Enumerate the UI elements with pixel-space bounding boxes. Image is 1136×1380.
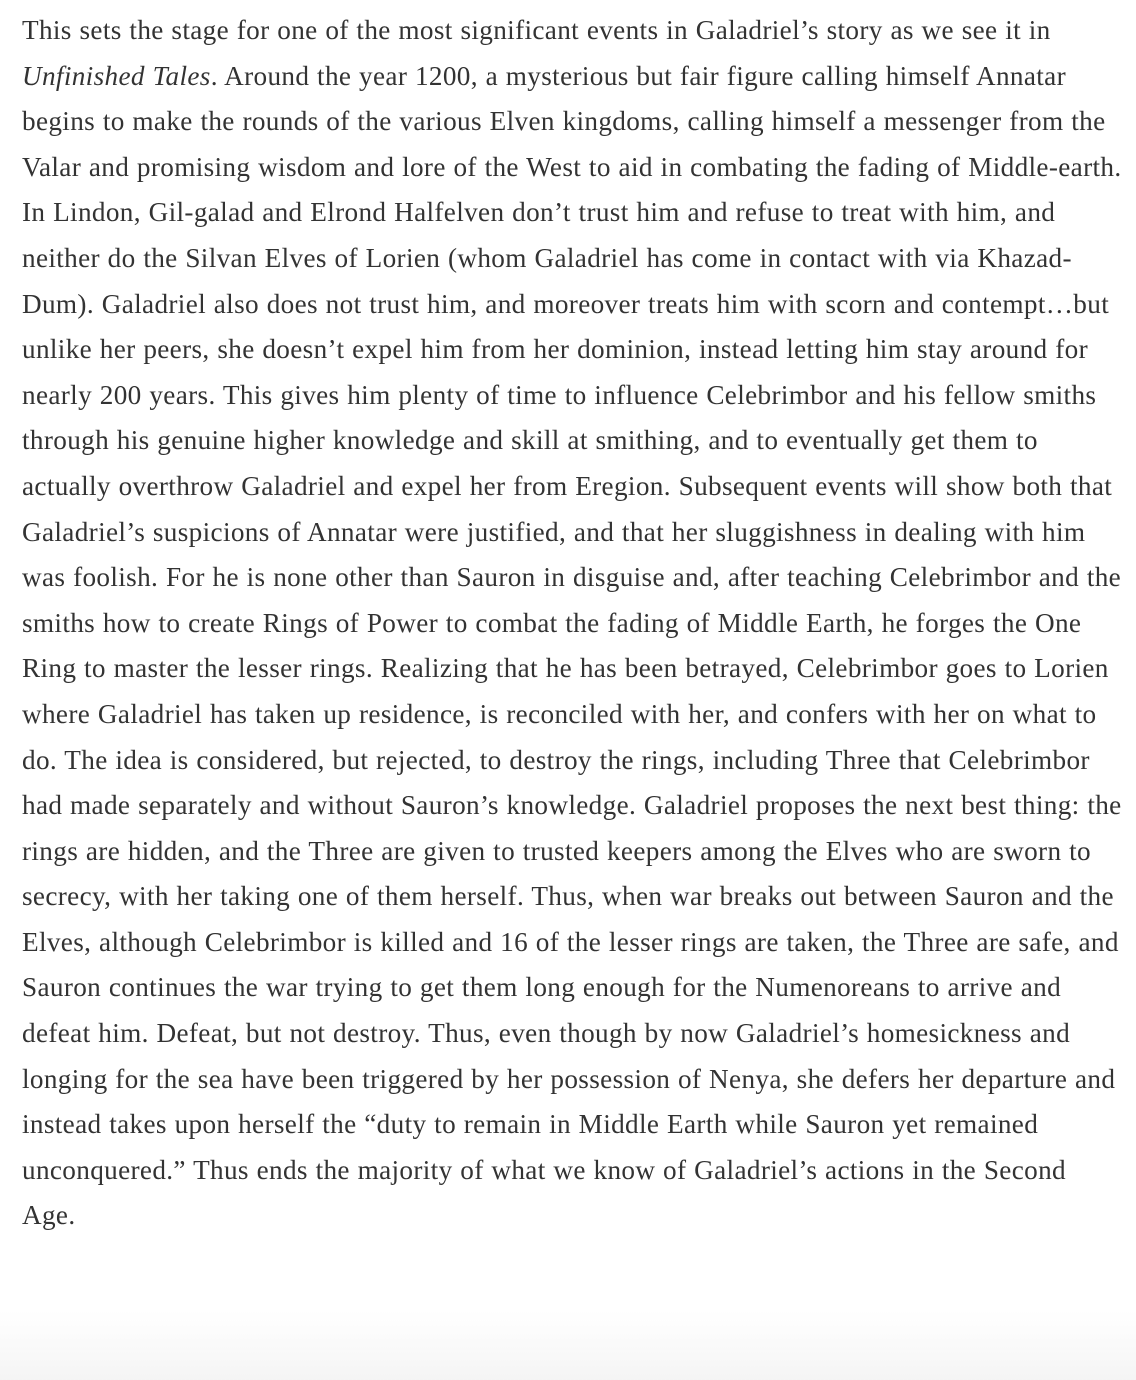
bottom-fade-overlay: [0, 1310, 1136, 1380]
paragraph-text-intro: This sets the stage for one of the most significant events in Galadriel’s story as we see it in: [22, 15, 1051, 45]
paragraph-text-body: . Around the year 1200, a mysterious but fair figure calling himself Annatar begins to make the rounds of the various Elven kingdoms, calling himself a messenger from the Valar and promising wisdom and lore of the West to aid in combating the fading of Middle-earth. In Lindon, Gil-galad and Elrond Halfelven don’t trust him and refuse to treat with him, and neither do the Silvan Elves of Lorien (whom Galadriel has come in contact with via Khazad-Dum). Galadriel also does not trust him, and moreover treats him with scorn and contempt…but unlike her peers, she doesn’t expel him from her dominion, instead letting him stay around for nearly 200 years. This gives him plenty of time to influence Celebrimbor and his fellow smiths through his genuine higher knowledge and skill at smithing, and to eventually get them to actually overthrow Galadriel and expel her from Eregion. Subsequent events will show both that Galadriel’s suspicions of Annatar were justified, and that her sluggishness in dealing with him was foolish. For he is none other than Sauron in disguise and, after teaching Celebrimbor and the smiths how to create Rings of Power to combat the fading of Middle Earth, he forges the One Ring to master the lesser rings. Realizing that he has been betrayed, Celebrimbor goes to Lorien where Galadriel has taken up residence, is reconciled with her, and confers with her on what to do. The idea is considered, but rejected, to destroy the rings, including Three that Celebrimbor had made separately and without Sauron’s knowledge. Galadriel proposes the next best thing: the rings are hidden, and the Three are given to trusted keepers among the Elves who are sworn to secrecy, with her taking one of them herself. Thus, when war breaks out between Sauron and the Elves, although Celebrimbor is killed and 16 of the lesser rings are taken, the Three are safe, and Sauron continues the war trying to get them long enough for the Numenoreans to arrive and defeat him. Defeat, but not destroy. Thus, even though by now Galadriel’s homesickness and longing for the sea have been triggered by her possession of Nenya, she defers her departure and instead takes upon herself the “duty to remain in Middle Earth while Sauron yet remained unconquered.” Thus ends the majority of what we know of Galadriel’s actions in the Second Age.: [22, 60, 1122, 1231]
book-title: Unfinished Tales: [22, 60, 211, 91]
article-body: [22, 8, 1122, 1239]
article-paragraph: [22, 8, 1122, 1239]
